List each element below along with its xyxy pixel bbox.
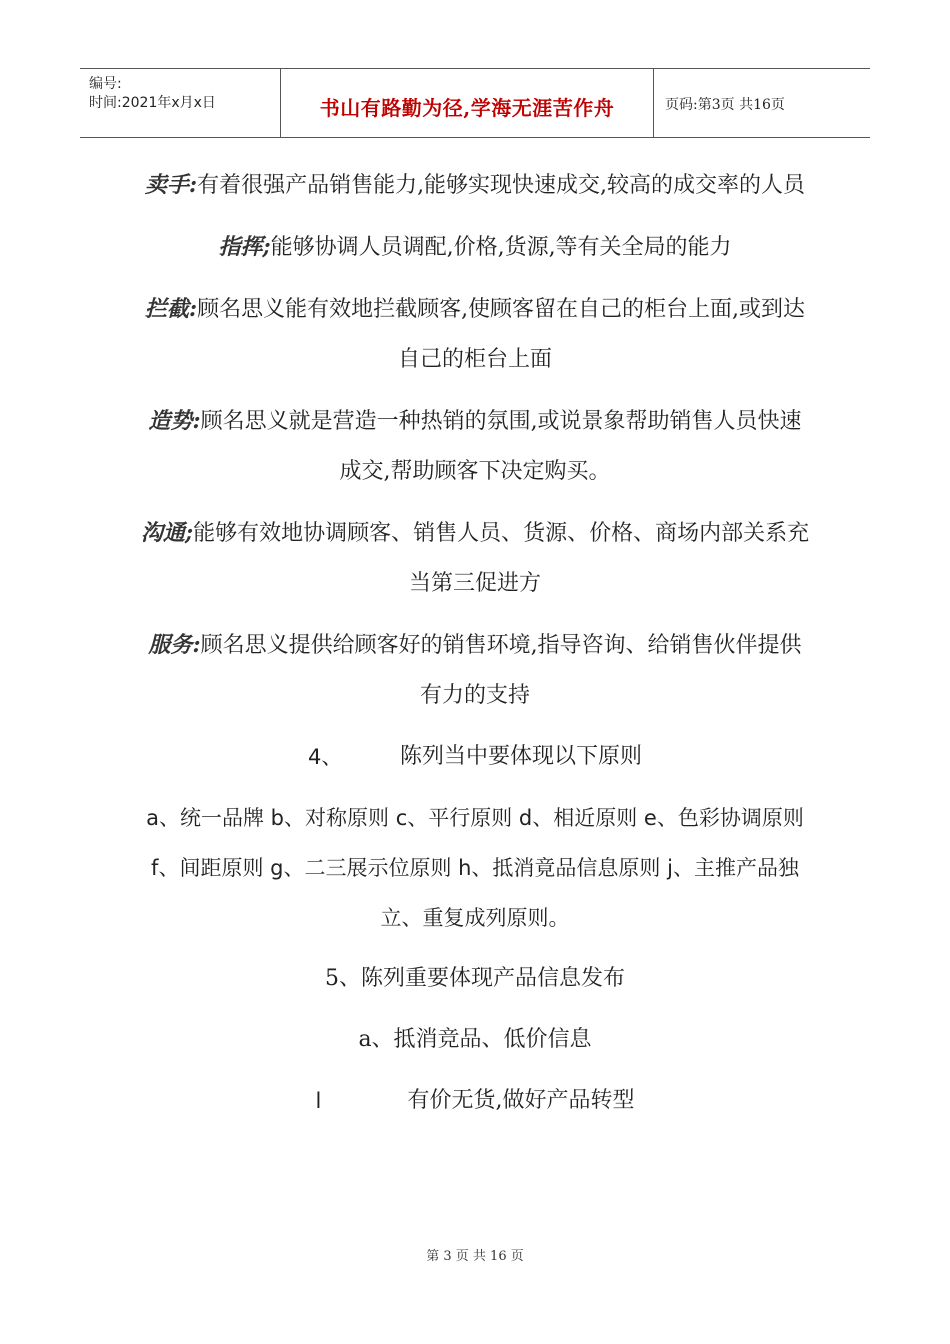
motto: 书山有路勤为径,学海无涯苦作舟 [319, 96, 615, 120]
term-separator: : [192, 632, 201, 658]
item-l [140, 1076, 810, 1126]
header-motto-cell [281, 69, 654, 137]
header-meta-cell [80, 69, 281, 137]
section-number: 4、 [307, 745, 343, 769]
term: 服务 [148, 632, 193, 658]
term-separator: : [192, 408, 201, 434]
bullet: l [315, 1089, 322, 1113]
term: 拦截 [144, 296, 189, 322]
header-page-number: 页码:第3页 共16页 [665, 97, 785, 113]
paragraph-command [140, 222, 810, 273]
term: 造势 [148, 408, 193, 434]
paragraph-intercept [140, 284, 810, 385]
definition: 顾名思义能有效地拦截顾客,使顾客留在自己的柜台上面,或到达自己的柜台上面 [197, 297, 806, 372]
definition: 有着很强产品销售能力,能够实现快速成交,较高的成交率的人员 [197, 173, 806, 198]
page-footer: 第 3 页 共 16 页 [426, 1249, 524, 1264]
item-text: 有价无货,做好产品转型 [407, 1088, 635, 1113]
section-title: 陈列当中要体现以下原则 [399, 744, 642, 769]
term-separator: ; [184, 520, 194, 546]
section-5-heading: 5、陈列重要体现产品信息发布 [325, 966, 625, 991]
definition: 顾名思义就是营造一种热销的氛围,或说景象帮助销售人员快速成交,帮助顾客下决定购买。 [200, 409, 802, 484]
section-4-heading [140, 732, 810, 782]
item-a: a、抵消竞品、低价信息 [358, 1027, 592, 1052]
time-label: 时间:2021年x月x日 [89, 95, 216, 111]
document-body [140, 160, 810, 1137]
definition: 能够协调人员调配,价格,货源,等有关全局的能力 [270, 235, 732, 260]
term-separator: ; [262, 234, 271, 260]
term: 沟通 [140, 520, 185, 546]
term-separator: : [188, 296, 198, 322]
paragraph-communicate [140, 508, 810, 609]
term: 指挥 [218, 234, 263, 260]
header-page-cell [655, 69, 870, 137]
definition: 能够有效地协调顾客、销售人员、货源、价格、商场内部关系充当第三促进方 [193, 521, 810, 596]
paragraph-service [140, 620, 810, 721]
definition: 顾名思义提供给顾客好的销售环境,指导咨询、给销售伙伴提供有力的支持 [200, 633, 802, 708]
principles-list: a、统一品牌 b、对称原则 c、平行原则 d、相近原则 e、色彩协调原则 f、间距原则 g、二三展示位原则 h、抵消竟品信息原则 j、主推产品独立、重复成列原则。 [146, 806, 804, 930]
term: 卖手 [144, 172, 189, 198]
code-label: 编号: [89, 76, 122, 92]
paragraph-sell [140, 160, 810, 211]
term-separator: : [188, 172, 198, 198]
paragraph-momentum [140, 396, 810, 497]
page-header [80, 68, 870, 138]
